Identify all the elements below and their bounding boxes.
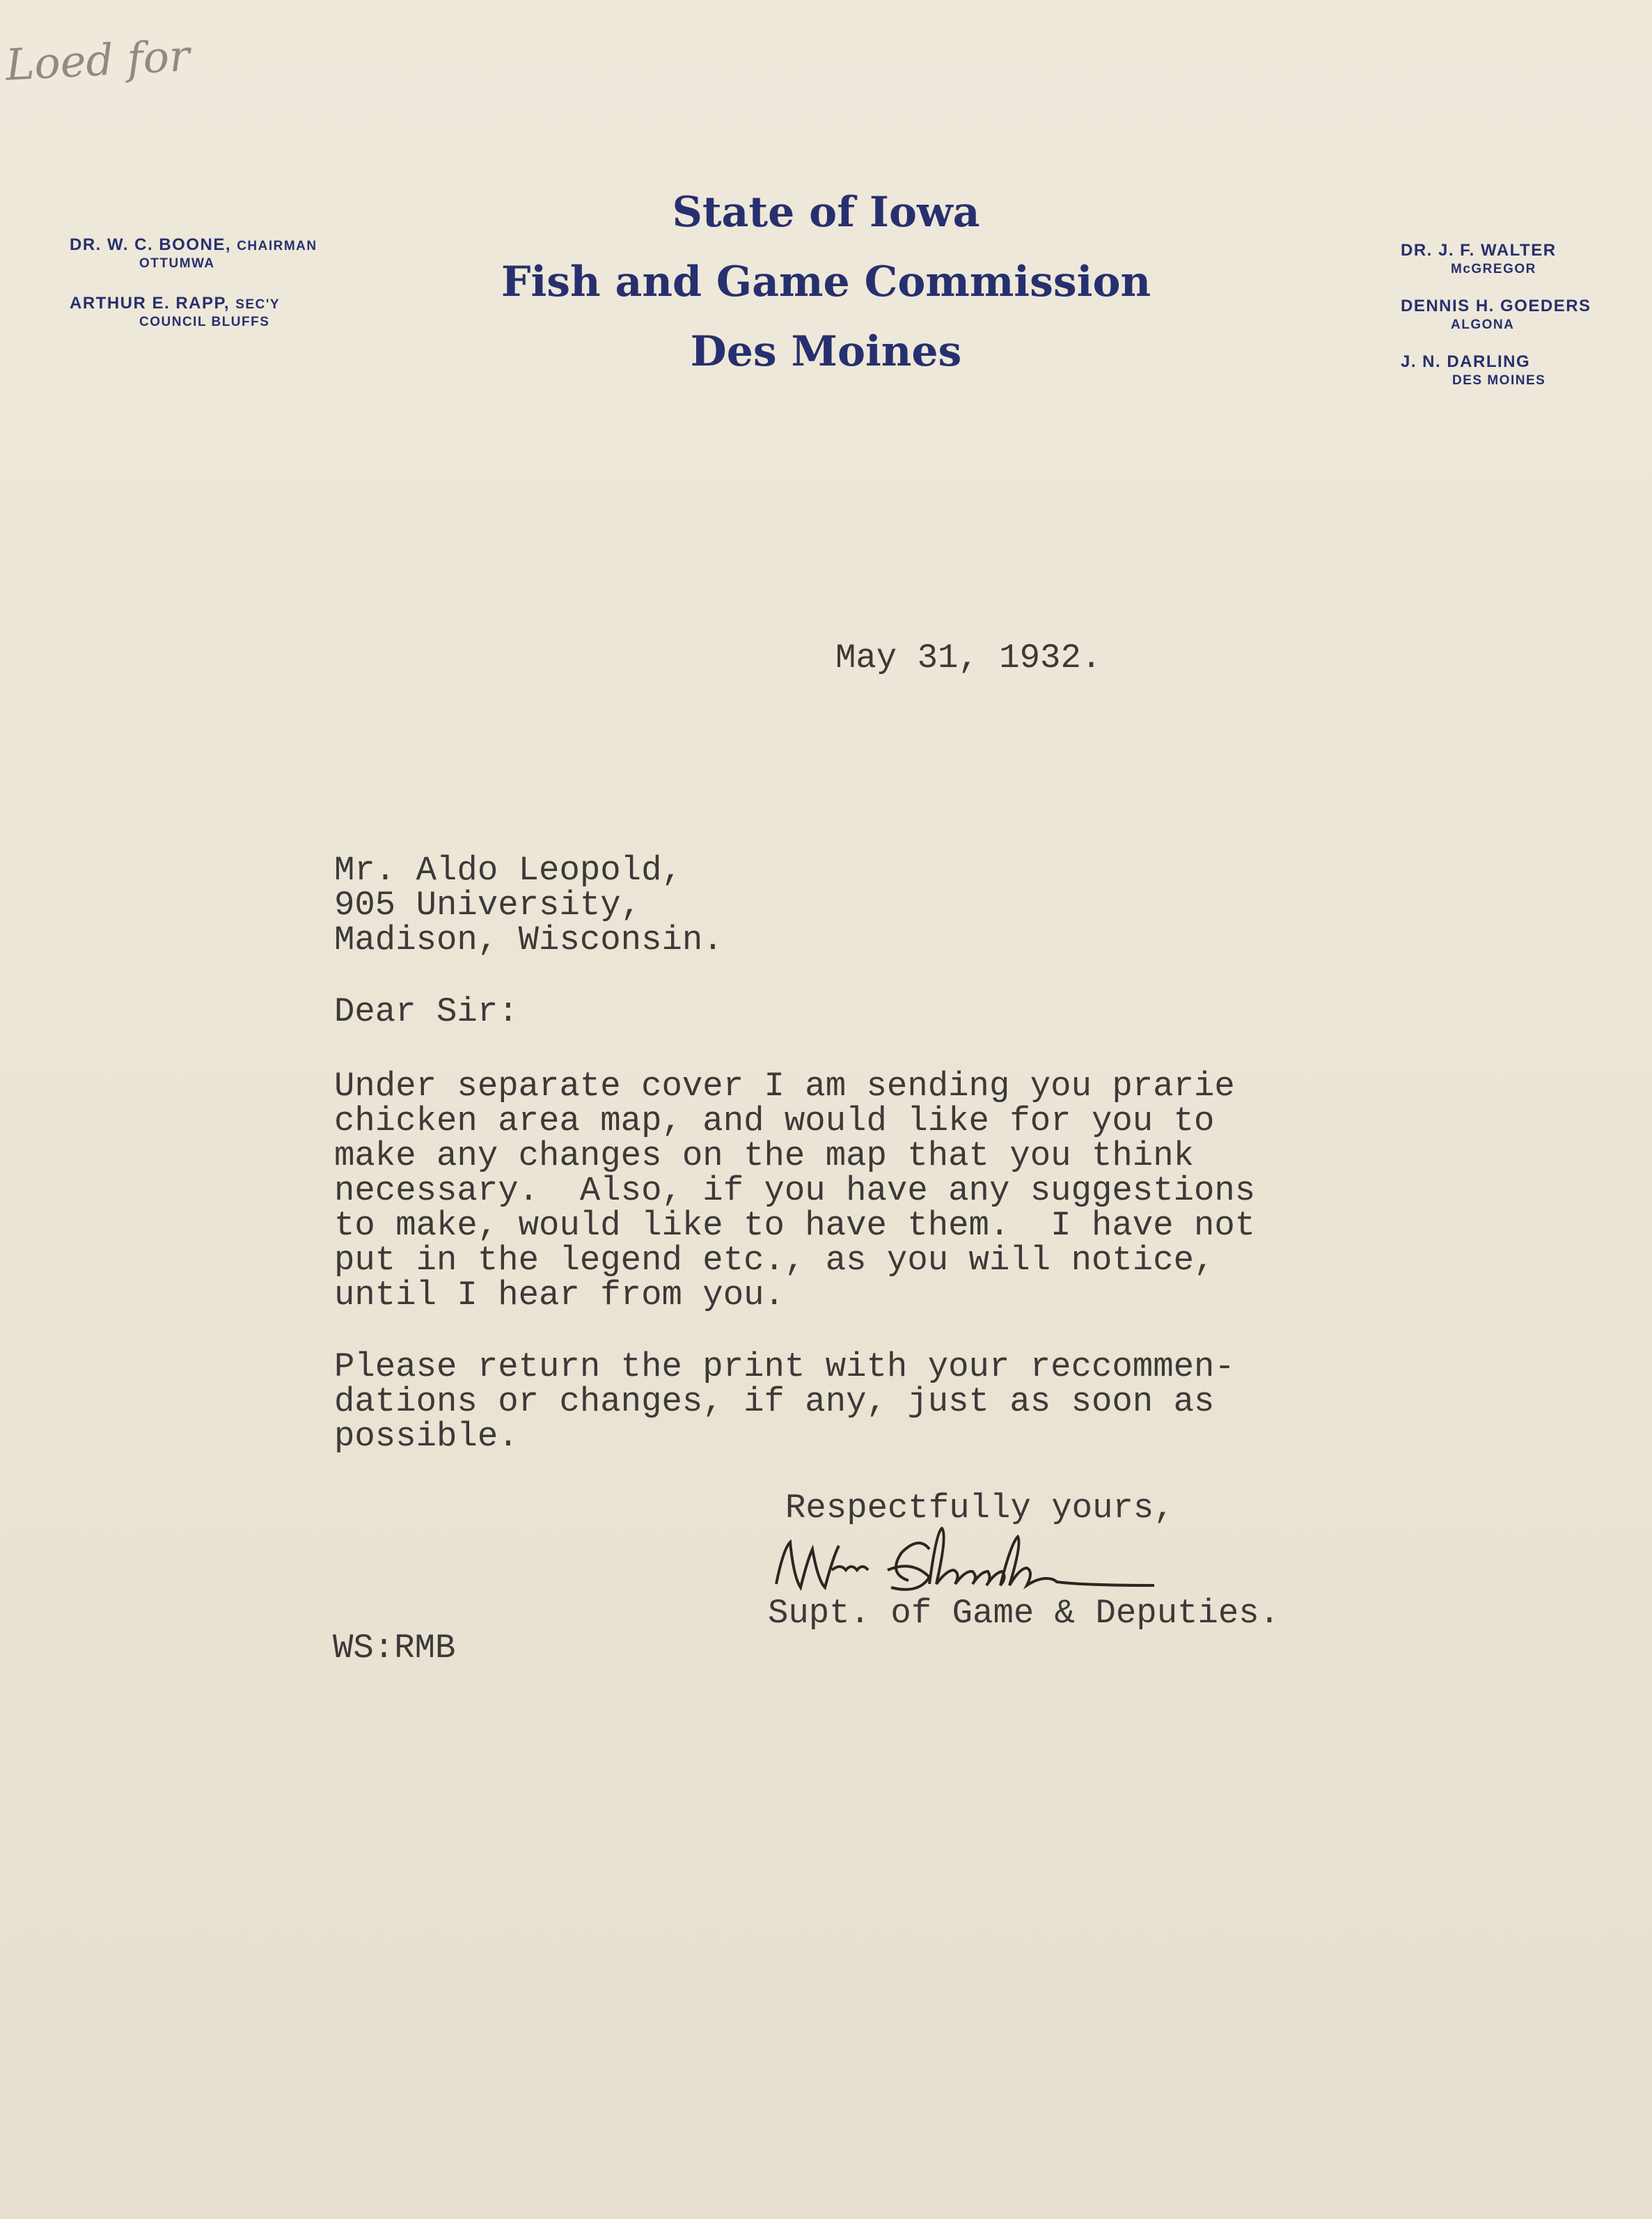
member-name: DR. J. F. WALTER bbox=[1401, 241, 1557, 260]
reference-initials: WS:RMB bbox=[333, 1629, 456, 1668]
member-name: DENNIS H. GOEDERS bbox=[1401, 297, 1591, 315]
member-name: J. N. DARLING bbox=[1401, 352, 1531, 371]
member-city: McGREGOR bbox=[1451, 262, 1536, 276]
body-line: Under separate cover I am sending you prarie bbox=[334, 1067, 1235, 1106]
member-city: DES MOINES bbox=[1452, 373, 1546, 388]
closing: Respectfully yours, bbox=[785, 1489, 1174, 1528]
body-paragraph-1 bbox=[334, 1067, 1256, 1315]
salutation: Dear Sir: bbox=[334, 992, 519, 1031]
body-line: until I hear from you. bbox=[334, 1276, 785, 1315]
body-line: put in the legend etc., as you will notice, bbox=[334, 1241, 1215, 1280]
letterhead-right-members bbox=[1401, 241, 1591, 408]
letterhead-line-commission: Fish and Game Commission bbox=[501, 258, 1151, 306]
recipient-address bbox=[334, 853, 723, 957]
member-city: ALGONA bbox=[1451, 317, 1515, 332]
member-city: OTTUMWA bbox=[139, 256, 215, 271]
member-name: ARTHUR E. RAPP, SEC'Y bbox=[70, 294, 281, 313]
body-line: necessary. Also, if you have any suggestions bbox=[334, 1171, 1256, 1210]
letterhead-line-state: State of Iowa bbox=[672, 188, 980, 237]
address-line: Madison, Wisconsin. bbox=[334, 920, 723, 959]
body-paragraph-2 bbox=[334, 1349, 1235, 1454]
member-city: COUNCIL BLUFFS bbox=[139, 315, 270, 329]
body-line: to make, would like to have them. I have not bbox=[334, 1206, 1256, 1245]
body-line: make any changes on the map that you think bbox=[334, 1136, 1195, 1175]
handwritten-note: Loed for bbox=[4, 30, 191, 91]
address-line: Mr. Aldo Leopold, bbox=[334, 851, 682, 890]
signer-title: Supt. of Game & Deputies. bbox=[768, 1594, 1280, 1633]
address-line: 905 University, bbox=[334, 886, 642, 925]
body-line: dations or changes, if any, just as soon as bbox=[334, 1382, 1215, 1421]
letter-date: May 31, 1932. bbox=[835, 638, 1102, 677]
letterhead-line-city: Des Moines bbox=[690, 327, 962, 376]
body-line: Please return the print with your reccommen- bbox=[334, 1347, 1235, 1386]
body-line: chicken area map, and would like for you to bbox=[334, 1101, 1215, 1140]
body-line: possible. bbox=[334, 1417, 519, 1456]
member-name: DR. W. C. BOONE, CHAIRMAN bbox=[70, 235, 317, 254]
